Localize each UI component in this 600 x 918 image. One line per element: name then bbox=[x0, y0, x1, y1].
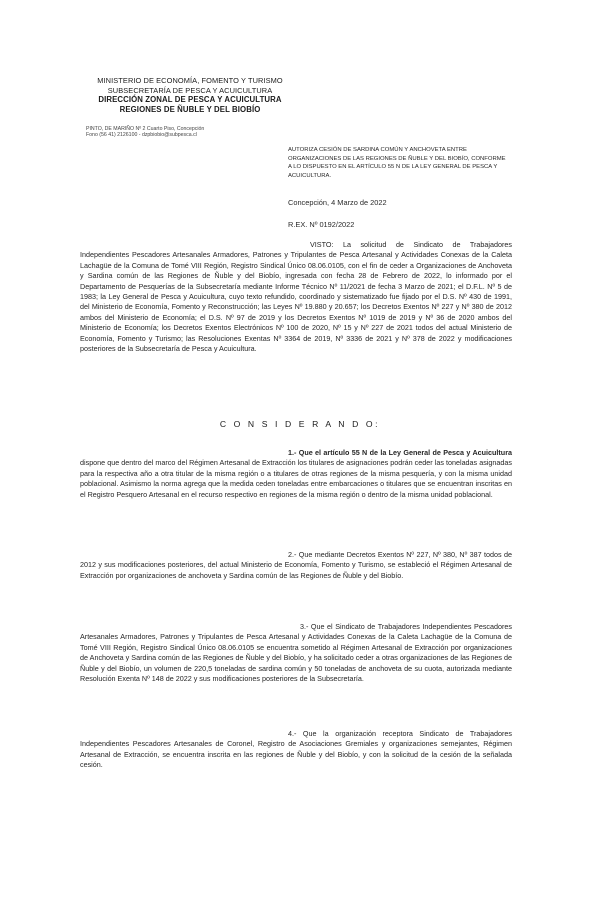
letterhead bbox=[90, 76, 290, 114]
regions-line: REGIONES DE ÑUBLE Y DEL BIOBÍO bbox=[119, 104, 261, 114]
considerando-1 bbox=[80, 448, 512, 500]
resolution-number: R.EX. Nº 0192/2022 bbox=[288, 220, 355, 229]
considerando-2: 2.- Que mediante Decretos Exentos Nº 227, Nº 380, Nº 387 todos de 2012 y sus modificaciones posteriores, del actual Ministerio de Economía, Fomento y Turismo, se estableció el Régimen Artesanal de Extracción por organizaciones de anchoveta y Sardina común de las Regiones de Ñuble y del Biobío. bbox=[80, 550, 512, 580]
visto-paragraph: VISTO: La solicitud de Sindicato de Trabajadores Independientes Pescadores Artesanales Armadores, Patrones y Tripulantes de Pesca Artesanal y Actividades Conexas de la Caleta Lachagüe de la Comuna de Tomé VIII Región, Registro Sindical Único 08.06.0105, con el fin de ceder a Organizaciones de Anchoveta y Sardina común de las Regiones de Ñuble y del Biobío, ingresada con fecha 28 de Febrero de 2022, lo informado por el Departamento de Pesquerías de la Subsecretaría mediante Informe Técnico Nº 11/2021 de fecha 3 Marzo de 2021; el D.F.L. Nº 5 de 1983; la Ley General de Pesca y Acuicultura, cuyo texto refundido, coordinado y sistematizado fue fijado por el D.S. Nº 430 de 1991, del Ministerio de Economía, Fomento y Reconstrucción; las Leyes Nº 19.880 y 20.657; los Decretos Exentos Nº 227 y Nº 380 de 2012 ambos del Ministerio de Economía; el D.S. Nº 97 de 2019 y los Decretos Exentos Nº 1019 de 2019 y Nº 36 de 2020 ambos del Ministerio de Economía; los Decretos Exentos Electrónicos Nº 100 de 2020, Nº 15 y Nº 227 de 2021 todos del actual Ministerio de Economía, Fomento y Turismo; las Resoluciones Exentas Nº 3364 de 2019, Nº 3336 de 2021 y Nº 378 de 2022 y modificaciones posteriores de la Subsecretaría de Pesca y Acuicultura. bbox=[80, 240, 512, 354]
considerando-title: C O N S I D E R A N D O: bbox=[219, 419, 381, 429]
direccion-zonal-line: DIRECCIÓN ZONAL DE PESCA Y ACUICULTURA bbox=[98, 95, 282, 105]
ministry-line: MINISTERIO DE ECONOMÍA, FOMENTO Y TURISMO bbox=[97, 76, 283, 85]
considerando-4: 4.- Que la organización receptora Sindicato de Trabajadores Independientes Pescadores Artesanales de Coronel, Registro de Asociaciones Gremiales y organizaciones semejantes, Régimen Artesanal de Extracción, se encuentra inscrita en las regiones de Ñuble y del Biobío, y con la solicitud de la cesión de la señalada cesión. bbox=[80, 729, 512, 770]
considerando-3: 3.- Que el Sindicato de Trabajadores Independientes Pescadores Artesanales Armadores, Patrones y Tripulantes de Pesca Artesanal y Actividades Conexas de la Caleta Lachagüe de la Comuna de Tomé VIII Región, Registro Sindical Único 08.06.0105 se encuentra sometido al Régimen Artesanal de Extracción por organizaciones de Anchoveta y Sardina común de las Regiones de Ñuble y del Biobío, y ha solicitado ceder a otras organizaciones de las Regiones de Ñuble y del Biobío, un volumen de 220,5 toneladas de sardina común y 50 toneladas de anchoveta de su cuota, autorizada mediante Resolución Exenta Nº 148 de 2022 y sus modificaciones posteriores de la Subsecretaría. bbox=[80, 622, 512, 684]
office-address bbox=[86, 126, 294, 139]
considerando-1-body: dispone que dentro del marco del Régimen Artesanal de Extracción los titulares de asignaciones podrán ceder las toneladas asignadas para la respectiva año a otra titular de la misma región o a titulares de otras regiones de la misma pesquería, y con la misma unidad poblacional. Asimismo la norma agrega que la medida ceden toneladas entre embarcaciones o titulares que se encuentran inscritas en el Registro Pesquero Artesanal en el recurso respectivo en regiones de la misma región o dentro de la misma unidad poblacional. bbox=[80, 458, 512, 499]
place-date: Concepción, 4 Marzo de 2022 bbox=[288, 198, 387, 207]
subsecretaria-line: SUBSECRETARÍA DE PESCA Y ACUICULTURA bbox=[107, 85, 273, 95]
address-line: PINTO, DE MARIÑO Nº 2 Cuarto Piso, Concepción bbox=[86, 126, 205, 132]
contact-line: Fono (56 41) 2126100 - dzpbiobio@subpesca.cl bbox=[86, 132, 197, 139]
resolution-subject: AUTORIZA CESIÓN DE SARDINA COMÚN Y ANCHOVETA ENTRE ORGANIZACIONES DE LAS REGIONES DE ÑUBLE Y DEL BIOBÍO, CONFORME A LO DISPUESTO EN EL ARTÍCULO 55 N DE LA LEY GENERAL DE PESCA Y ACUICULTURA. bbox=[288, 147, 506, 179]
considerando-1-lead: 1.- Que el artículo 55 N de la Ley General de Pesca y Acuicultura bbox=[288, 448, 512, 457]
